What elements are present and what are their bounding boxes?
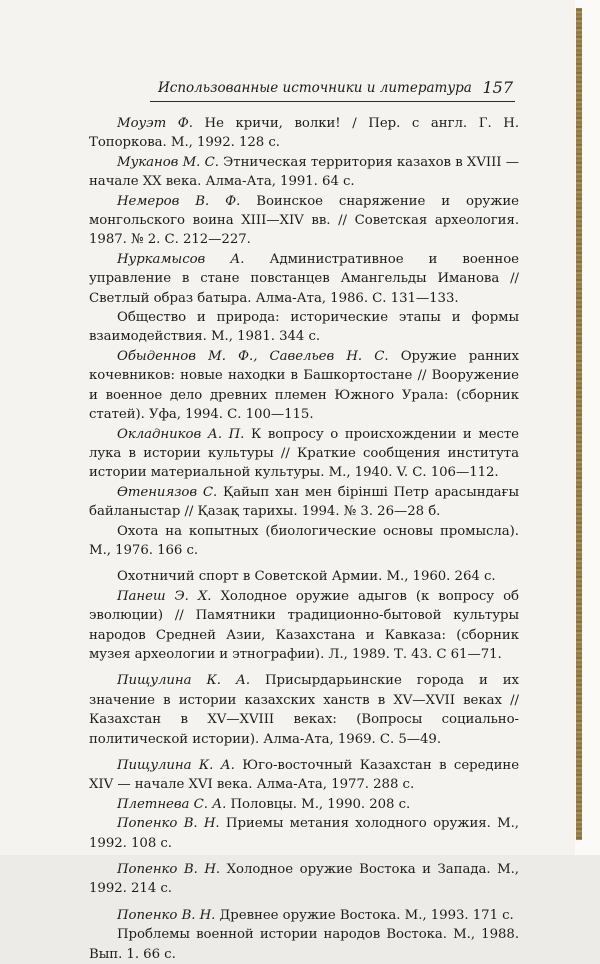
entry-author: Попенко В. Н. bbox=[117, 907, 216, 923]
running-head-title: Использованные источники и литература bbox=[158, 80, 472, 96]
entry-text: Юго-восточный Казахстан в середине XIV — начале XVI века. Алма-Ата, 1977. 288 с. bbox=[89, 758, 520, 793]
bibliography-entry bbox=[89, 567, 519, 586]
bibliography-entry bbox=[89, 925, 519, 964]
bibliography-entry bbox=[89, 250, 519, 308]
entry-text: Этническая территория казахов в XVIII — начале XX века. Алма-Ата, 1991. 64 с. bbox=[89, 154, 519, 190]
entry-text: Общество и природа: исторические этапы и формы взаимодействия. М., 1981. 344 с. bbox=[89, 310, 519, 345]
bibliography-entry bbox=[89, 347, 519, 425]
bibliography-entry bbox=[89, 860, 519, 899]
entry-author: Моуэт Ф. bbox=[117, 116, 193, 131]
bibliography-entry bbox=[89, 483, 519, 522]
entry-author: Плетнева С. А. bbox=[117, 796, 227, 812]
bibliography-entry bbox=[89, 522, 519, 561]
entry-text: Қайып хан мен бірінші Петр арасындағы байланыстар // Қазақ тарихы. 1994. № 3. 26—28 б. bbox=[89, 484, 519, 520]
entry-author: Өтениязов С. bbox=[117, 484, 218, 500]
entry-author: Муканов М. С. bbox=[117, 154, 219, 170]
bibliography-entry bbox=[89, 308, 519, 347]
entry-text: Оружие ранних кочевников: новые находки в Башкортостане // Вооружение и военное дело древних племен Южного Урала: (сборник статей). Уфа, 1994. С. 100—115. bbox=[89, 348, 519, 423]
bibliography-entry bbox=[89, 587, 519, 665]
entry-author: Попенко В. Н. bbox=[117, 816, 220, 832]
bibliography-entry bbox=[89, 814, 519, 853]
entry-author: Панеш Э. Х. bbox=[117, 588, 212, 604]
entry-text: Не кричи, волки! / Пер. с англ. Г. Н. Топоркова. М., 1992. 128 с. bbox=[89, 116, 519, 151]
entry-text: Приемы метания холодного оружия. М., 1992. 108 с. bbox=[89, 816, 519, 851]
entry-author: Окладников А. П. bbox=[117, 426, 245, 442]
bibliography-entry bbox=[89, 756, 519, 795]
entry-author: Обыденнов М. Ф., Савельев Н. С. bbox=[117, 348, 389, 364]
header-rule bbox=[150, 101, 515, 102]
bibliography-entry bbox=[89, 114, 519, 153]
entry-author: Немеров В. Ф. bbox=[117, 193, 241, 209]
bibliography-entry bbox=[89, 671, 519, 749]
entry-text: Проблемы военной истории народов Востока. М., 1988. Вып. 1. 66 с. bbox=[89, 927, 519, 962]
bibliography-entry bbox=[89, 795, 519, 814]
bibliography-entry bbox=[89, 153, 519, 192]
entry-text: Холодное оружие Востока и Запада. М., 1992. 214 с. bbox=[89, 862, 519, 897]
entry-text: К вопросу о происхождении и месте лука в истории культуры // Краткие сообщения института истории материальной культуры. М., 1940. V. С. 106—112. bbox=[89, 426, 519, 481]
bibliography-entry bbox=[89, 192, 519, 250]
entry-text: Охотничий спорт в Советской Армии. М., 1960. 264 с. bbox=[117, 569, 496, 585]
running-head bbox=[150, 78, 515, 102]
entry-author: Попенко В. Н. bbox=[117, 862, 221, 878]
entry-text: Воинское снаряжение и оружие монгольского воина XIII—XIV вв. // Советская археология. 1987. № 2. С. 212—227. bbox=[89, 193, 520, 248]
entry-text: Присырдарьинские города и их значение в истории казахских ханств в XV—XVII веках // Казахстан в XV—XVIII веках: (Вопросы социально-политической истории). Алма-Ата, 1969. С. 5—49. bbox=[89, 673, 519, 747]
entry-text: Древнее оружие Востока. М., 1993. 171 с. bbox=[215, 907, 514, 923]
entry-text: Административное и военное управление в стане повстанцев Амангельды Иманова // Светлый образ батыра. Алма-Ата, 1986. С. 131—133. bbox=[89, 251, 519, 306]
entry-author: Пищулина К. А. bbox=[117, 758, 235, 773]
binding-stripe bbox=[576, 8, 582, 840]
bibliography-entry bbox=[89, 906, 519, 925]
entry-text: Половцы. М., 1990. 208 с. bbox=[226, 796, 411, 812]
bibliography-entry bbox=[89, 425, 519, 483]
entry-text: Охота на копытных (биологические основы промысла). М., 1976. 166 с. bbox=[89, 523, 519, 558]
page-number: 157 bbox=[482, 78, 513, 97]
entry-author: Нуркамысов А. bbox=[117, 251, 245, 267]
bibliography-list bbox=[89, 114, 519, 964]
entry-author: Пищулина К. А. bbox=[117, 673, 251, 689]
entry-text: Холодное оружие адыгов (к вопросу об эволюции) // Памятники традиционно-бытовой культуры народов Средней Азии, Казахстана и Кавказа: (сборник музея археологии и этнографии). Л., 1989. Т. 43. С 61—71. bbox=[89, 588, 519, 662]
